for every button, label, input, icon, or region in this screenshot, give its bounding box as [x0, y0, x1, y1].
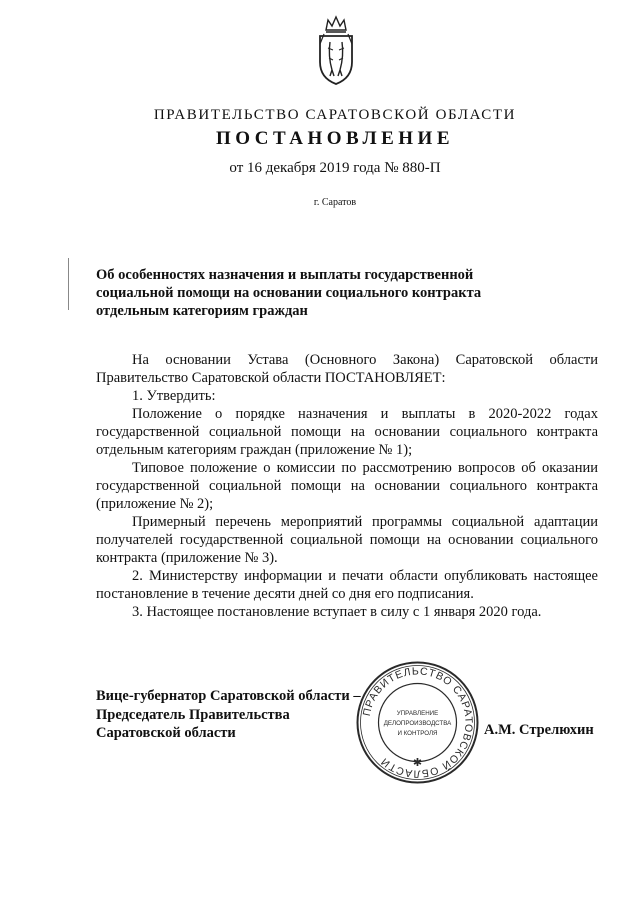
official-stamp	[355, 660, 480, 785]
government-title: ПРАВИТЕЛЬСТВО САРАТОВСКОЙ ОБЛАСТИ	[153, 107, 517, 123]
subject-line: социальной помощи на основании социального контракта	[96, 285, 482, 301]
subject-line: отдельным категориям граждан	[96, 303, 308, 319]
document-city: г. Саратов	[313, 197, 357, 208]
document-subject	[96, 266, 536, 320]
signature-block	[96, 687, 396, 743]
body-paragraph: Типовое положение о комиссии по рассмотрению вопросов об оказании государственной социальной помощи на основании социального контракта (приложение № 2);	[96, 460, 598, 512]
body-paragraph: На основании Устава (Основного Закона) Саратовской области Правительство Саратовской области ПОСТАНОВЛЯЕТ:	[96, 352, 598, 386]
signature-title-line: Саратовской области	[96, 725, 236, 741]
signer-name: А.М. Стрелюхин	[484, 722, 594, 738]
document-body	[96, 351, 598, 621]
body-paragraph: Примерный перечень мероприятий программы социальной адаптации получателей государственной социальной помощи на основании социального контракта (приложение № 3).	[96, 514, 598, 566]
body-paragraph: 2. Министерству информации и печати области опубликовать настоящее постановление в течение десяти дней со дня его подписания.	[96, 568, 598, 602]
coat-of-arms-icon	[316, 14, 356, 86]
body-paragraph: 1. Утвердить:	[132, 388, 216, 404]
body-paragraph: 3. Настоящее постановление вступает в силу с 1 января 2020 года.	[132, 604, 542, 620]
stamp-center-line: УПРАВЛЕНИЕ	[396, 710, 439, 717]
document-type: ПОСТАНОВЛЕНИЕ	[215, 128, 455, 149]
subject-line: Об особенностях назначения и выплаты государственной	[96, 267, 474, 283]
stamp-ring-text: ПРАВИТЕЛЬСТВО САРАТОВСКОЙ ОБЛАСТИ	[360, 665, 475, 780]
body-paragraph: Положение о порядке назначения и выплаты в 2020-2022 годах государственной социальной помощи на основании социального контракта отдельным категориям граждан (приложение № 1);	[96, 406, 598, 458]
stamp-center-line: И КОНТРОЛЯ	[397, 730, 438, 737]
margin-mark	[68, 258, 69, 310]
stamp-center-line: ДЕЛОПРОИЗВОДСТВА	[383, 720, 452, 727]
document-date-number: от 16 декабря 2019 года № 880-П	[229, 160, 441, 176]
stamp-star-icon: ✱	[412, 756, 423, 769]
signature-title-line: Председатель Правительства	[96, 706, 290, 723]
signature-title-line: Вице-губернатор Саратовской области –	[96, 688, 361, 704]
